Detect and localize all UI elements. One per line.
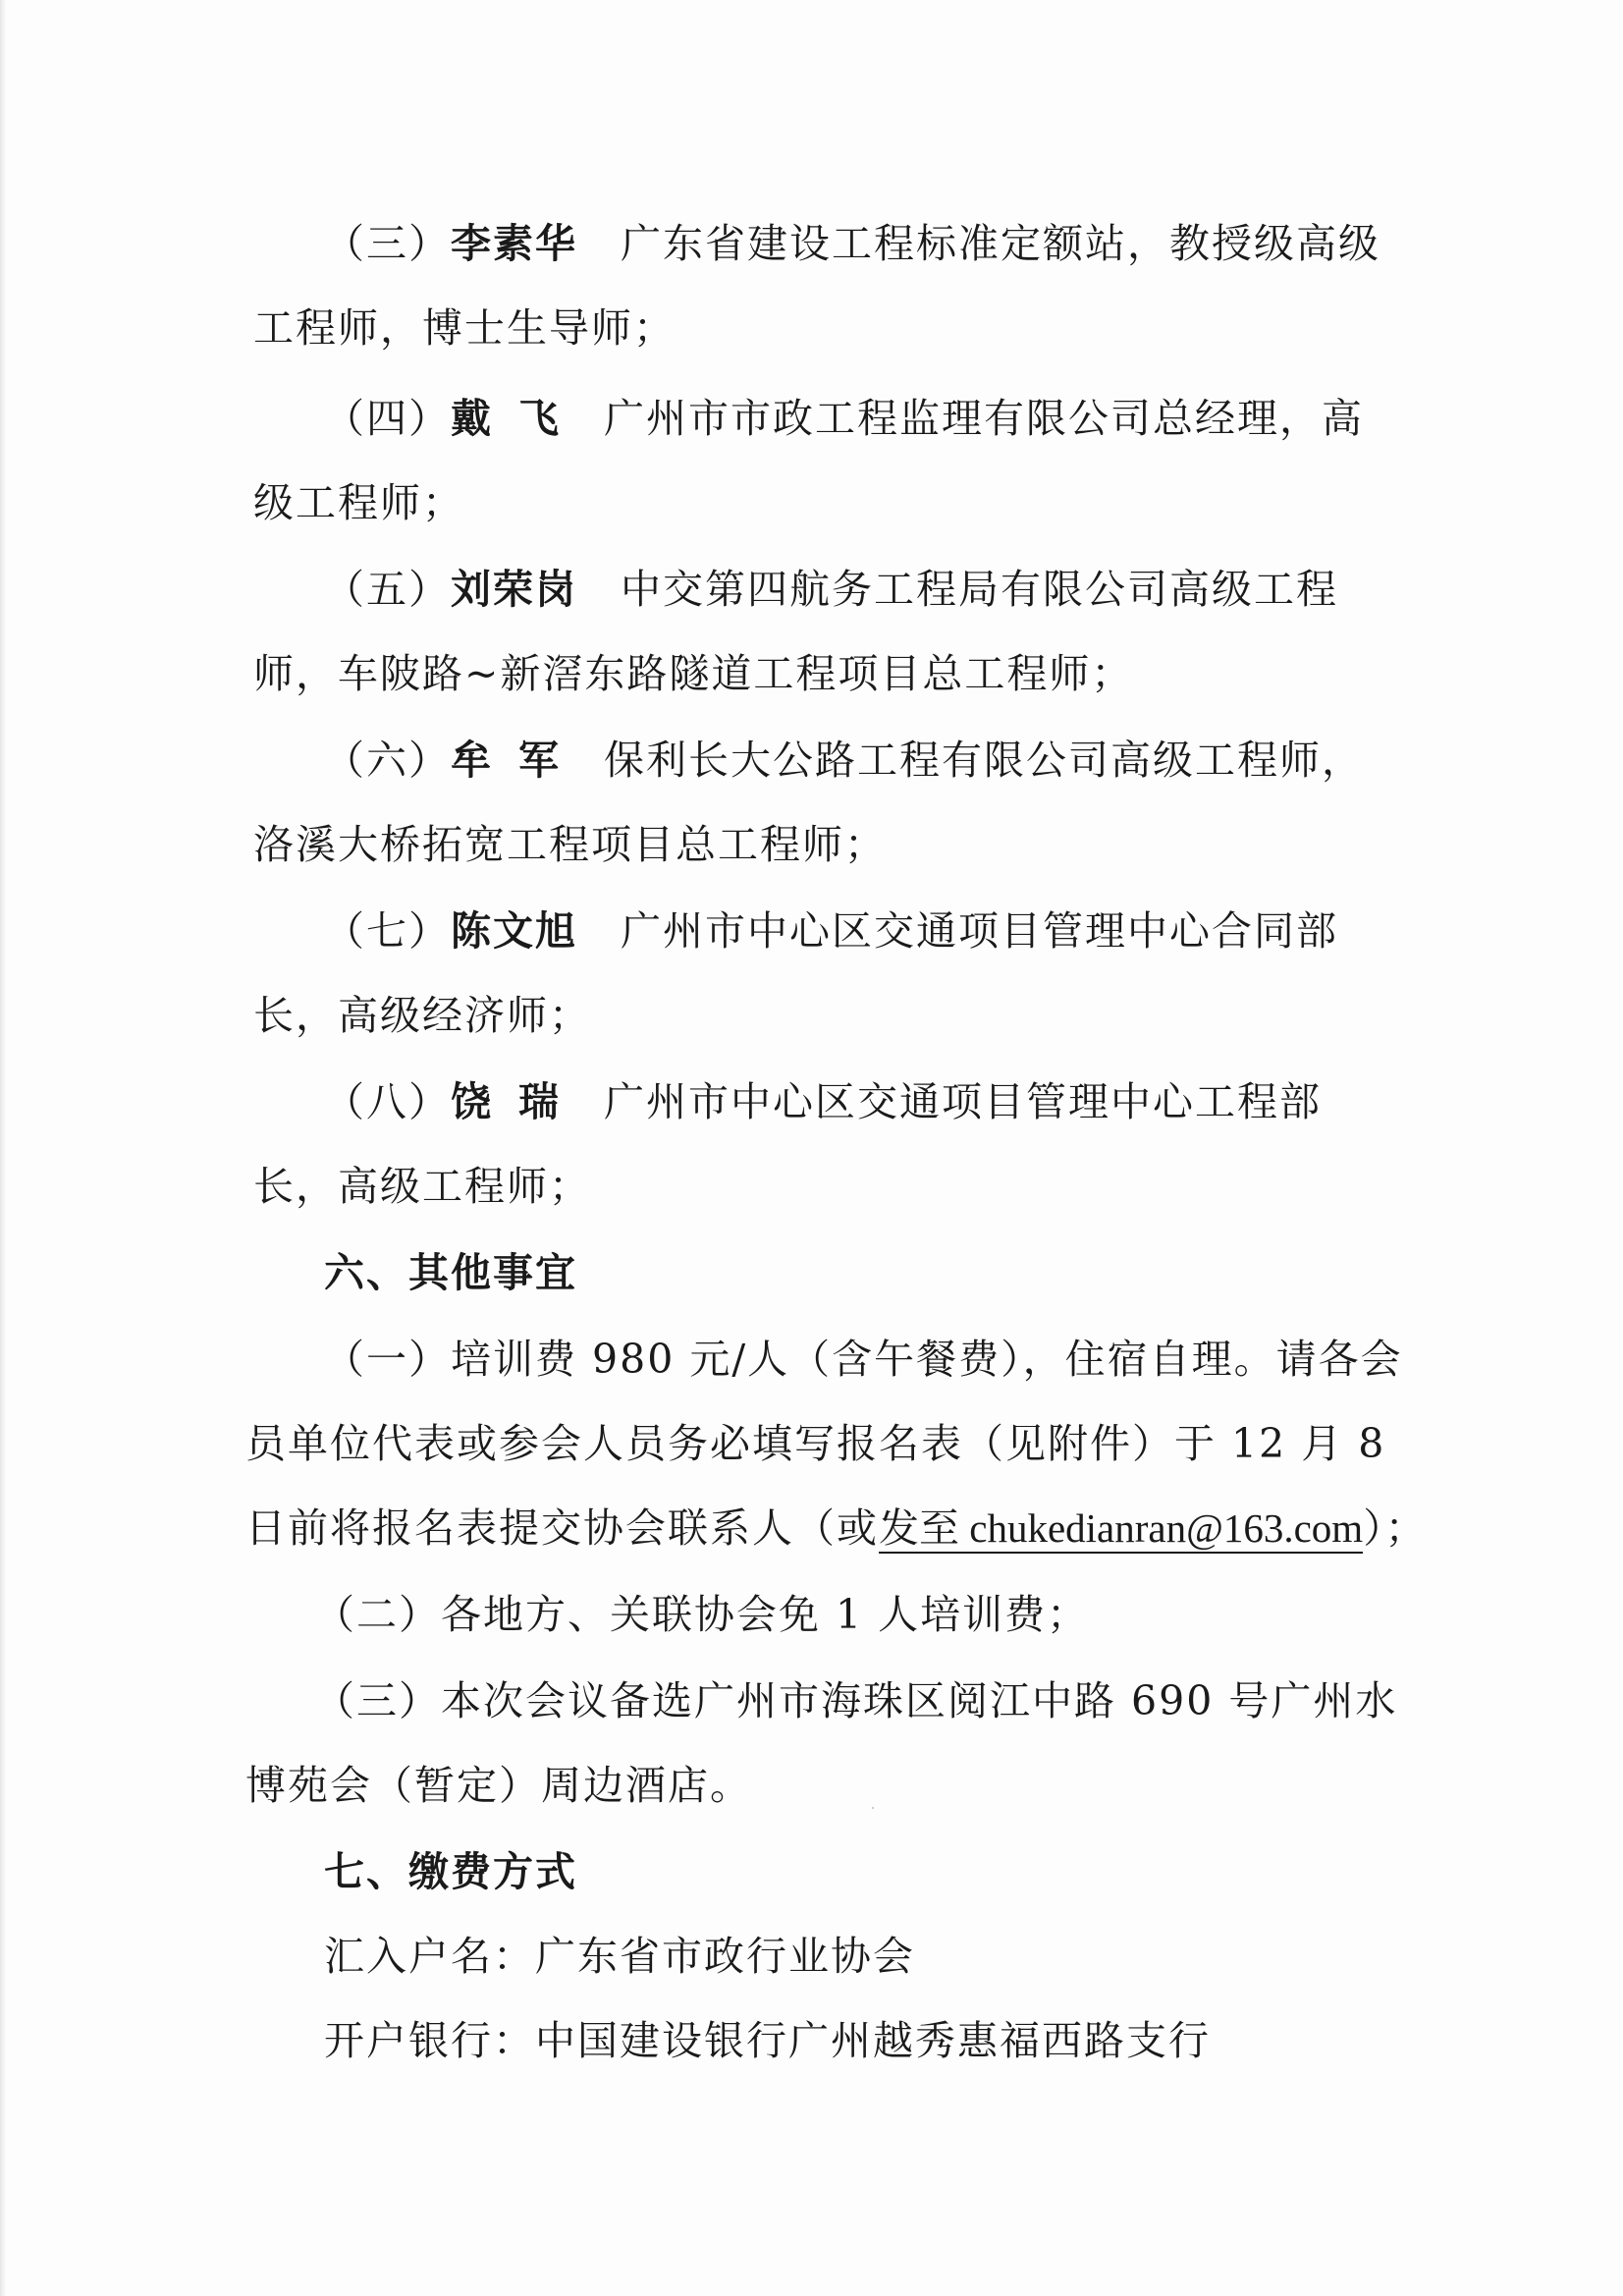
payment-account-name: 汇入户名：广东省市政行业协会 — [324, 1933, 915, 1980]
expert-6-name-first: 牟 — [451, 737, 493, 784]
expert-4-name-last: 飞 — [518, 395, 561, 442]
expert-7-title: 广州市中心区交通项目管理中心合同部 — [621, 907, 1338, 955]
section-6-item-1-line-1: （一）培训费 980 元/人（含午餐费），住宿自理。请各会 — [324, 1336, 1403, 1383]
scan-edge-shadow — [0, 0, 6, 2296]
email-link[interactable]: 发至 chukedianran@163.com — [879, 1505, 1363, 1554]
expert-5-label: （五） — [324, 566, 451, 613]
section-6-item-2: （二）各地方、关联协会免 1 人培训费； — [314, 1591, 1090, 1638]
expert-6-name-last: 军 — [518, 737, 561, 784]
expert-7-line-1 — [324, 903, 1338, 958]
section-6-heading: 六、其他事宜 — [324, 1249, 577, 1296]
expert-7-name: 陈文旭 — [451, 907, 577, 955]
section-6-item-3-line-1: （三）本次会议备选广州市海珠区阅江中路 690 号广州水 — [314, 1677, 1398, 1724]
expert-5-line-2: 师，车陂路~新滘东路隧道工程项目总工程师； — [253, 650, 1134, 697]
expert-8-title: 广州市中心区交通项目管理中心工程部 — [604, 1078, 1322, 1125]
expert-3-line-2: 工程师，博士生导师； — [253, 304, 676, 352]
expert-6-line-2: 洛溪大桥拓宽工程项目总工程师； — [253, 821, 887, 868]
expert-4-label: （四） — [324, 395, 451, 442]
expert-8-label: （八） — [324, 1078, 451, 1125]
section-6-item-1-line-3 — [245, 1501, 1428, 1556]
section-6-item-3-line-2: 博苑会（暂定）周边酒店。 — [245, 1762, 752, 1809]
expert-7-line-2: 长，高级经济师； — [253, 992, 591, 1039]
expert-4-line-1 — [324, 391, 1364, 446]
scan-speck — [872, 1807, 874, 1809]
expert-4-title: 广州市市政工程监理有限公司总经理，高 — [604, 395, 1364, 442]
expert-5-title: 中交第四航务工程局有限公司高级工程 — [621, 566, 1338, 613]
expert-6-line-1 — [324, 733, 1364, 788]
expert-3-title: 广东省建设工程标准定额站，教授级高级 — [621, 220, 1380, 267]
expert-8-line-2: 长，高级工程师； — [253, 1163, 591, 1210]
expert-3-line-1 — [324, 216, 1380, 271]
expert-7-label: （七） — [324, 907, 451, 955]
expert-6-label: （六） — [324, 737, 451, 784]
expert-8-name-first: 饶 — [451, 1078, 493, 1125]
payment-bank: 开户银行：中国建设银行广州越秀惠福西路支行 — [324, 2017, 1211, 2064]
expert-3-label: （三） — [324, 220, 451, 267]
expert-3-name: 李素华 — [451, 220, 577, 267]
expert-6-title: 保利长大公路工程有限公司高级工程师， — [604, 737, 1364, 784]
expert-8-line-1 — [324, 1074, 1322, 1129]
section-6-item-1-line-2: 员单位代表或参会人员务必填写报名表（见附件）于 12 月 8 — [245, 1420, 1386, 1467]
section-7-heading: 七、缴费方式 — [324, 1848, 577, 1895]
expert-5-name: 刘荣岗 — [451, 566, 577, 613]
section-6-item-1-line-3-suffix: ）； — [1363, 1504, 1428, 1552]
expert-4-name-first: 戴 — [451, 395, 493, 442]
expert-4-line-2: 级工程师； — [253, 479, 464, 526]
section-6-item-1-line-3-prefix: 日前将报名表提交协会联系人（或 — [245, 1504, 879, 1552]
expert-8-name-last: 瑞 — [518, 1078, 561, 1125]
expert-5-line-1 — [324, 562, 1338, 617]
